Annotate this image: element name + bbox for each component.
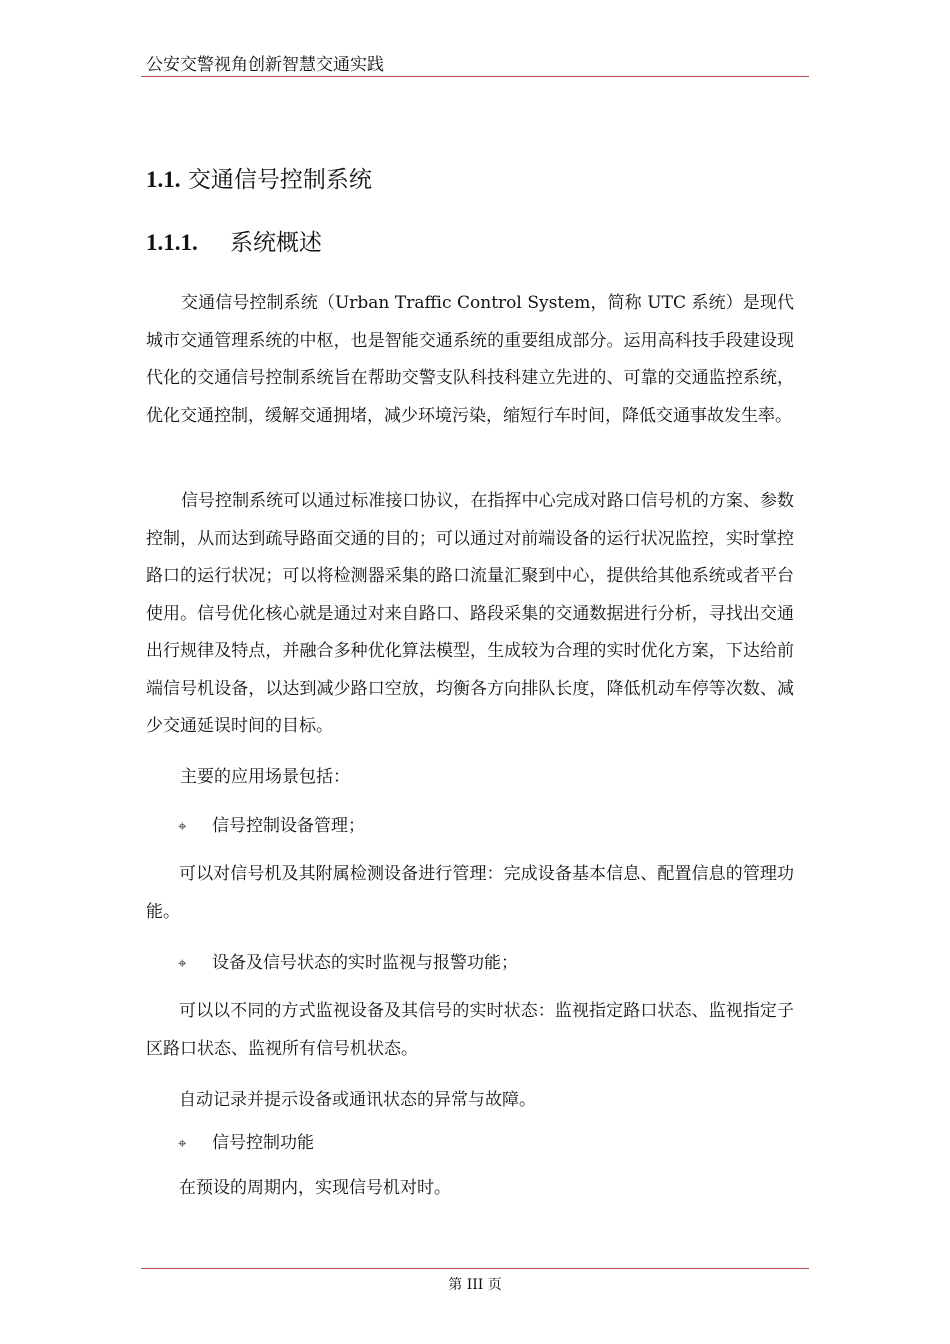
bullet-item-device-management (178, 814, 365, 838)
bullet-item-signal-control (178, 1131, 314, 1155)
paragraph-monitoring: 可以以不同的方式监视设备及其信号的实时状态：监视指定路口状态、监视指定子区路口状态、监视所有信号机状态。 (146, 1001, 794, 1059)
section-heading (146, 164, 372, 196)
subsection-title: 系统概述 (230, 230, 322, 256)
bullet-text: 信号控制功能 (212, 1133, 314, 1153)
header-rule (141, 76, 809, 77)
paragraph-functions: 信号控制系统可以通过标准接口协议，在指挥中心完成对路口信号机的方案、参数控制，从而达到疏导路面交通的目的；可以通过对前端设备的运行状况监控，实时掌控路口的运行状况；可以将检测器采集的路口流量汇聚到中心，提供给其他系统或者平台使用。信号优化核心就是通过对来自路口、路段采集的交通数据进行分析，寻找出交通出行规律及特点，并融合多种优化算法模型，生成较为合理的实时优化方案，下达给前端信号机设备，以达到减少路口空放，均衡各方向排队长度，降低机动车停等次数、减少交通延误时间的目标。 (146, 491, 794, 736)
bullet-icon: ⌖ (178, 954, 187, 972)
running-header-title: 公安交警视角创新智慧交通实践 (146, 55, 384, 75)
bullet-text: 信号控制设备管理； (212, 816, 365, 836)
bullet-icon: ⌖ (178, 1134, 187, 1152)
paragraph-overview: 交通信号控制系统（Urban Traffic Control System，简称 UTC 系统）是现代城市交通管理系统的中枢，也是智能交通系统的重要组成部分。运用高科技手段建设现代化的交通信号控制系统旨在帮助交警支队科技科建立先进的、可靠的交通监控系统，优化交通控制，缓解交通拥堵，减少环境污染，缩短行车时间，降低交通事故发生率。 (146, 293, 794, 426)
paragraph-fault-record: 自动记录并提示设备或通讯状态的异常与故障。 (179, 1090, 536, 1110)
paragraph-device-management: 可以对信号机及其附属检测设备进行管理：完成设备基本信息、配置信息的管理功能。 (146, 864, 794, 922)
section-number: 1.1. (146, 167, 181, 192)
bullet-icon: ⌖ (178, 817, 187, 835)
bullet-item-monitoring (178, 951, 518, 975)
bullet-text: 设备及信号状态的实时监视与报警功能； (212, 953, 518, 973)
scenarios-intro: 主要的应用场景包括： (180, 767, 350, 787)
subsection-heading (146, 227, 322, 259)
paragraph-time-sync: 在预设的周期内，实现信号机对时。 (179, 1178, 451, 1198)
footer-rule (141, 1268, 809, 1269)
section-title: 交通信号控制系统 (187, 167, 372, 193)
page-number: 第 III 页 (448, 1277, 502, 1293)
subsection-number: 1.1.1. (146, 230, 198, 255)
